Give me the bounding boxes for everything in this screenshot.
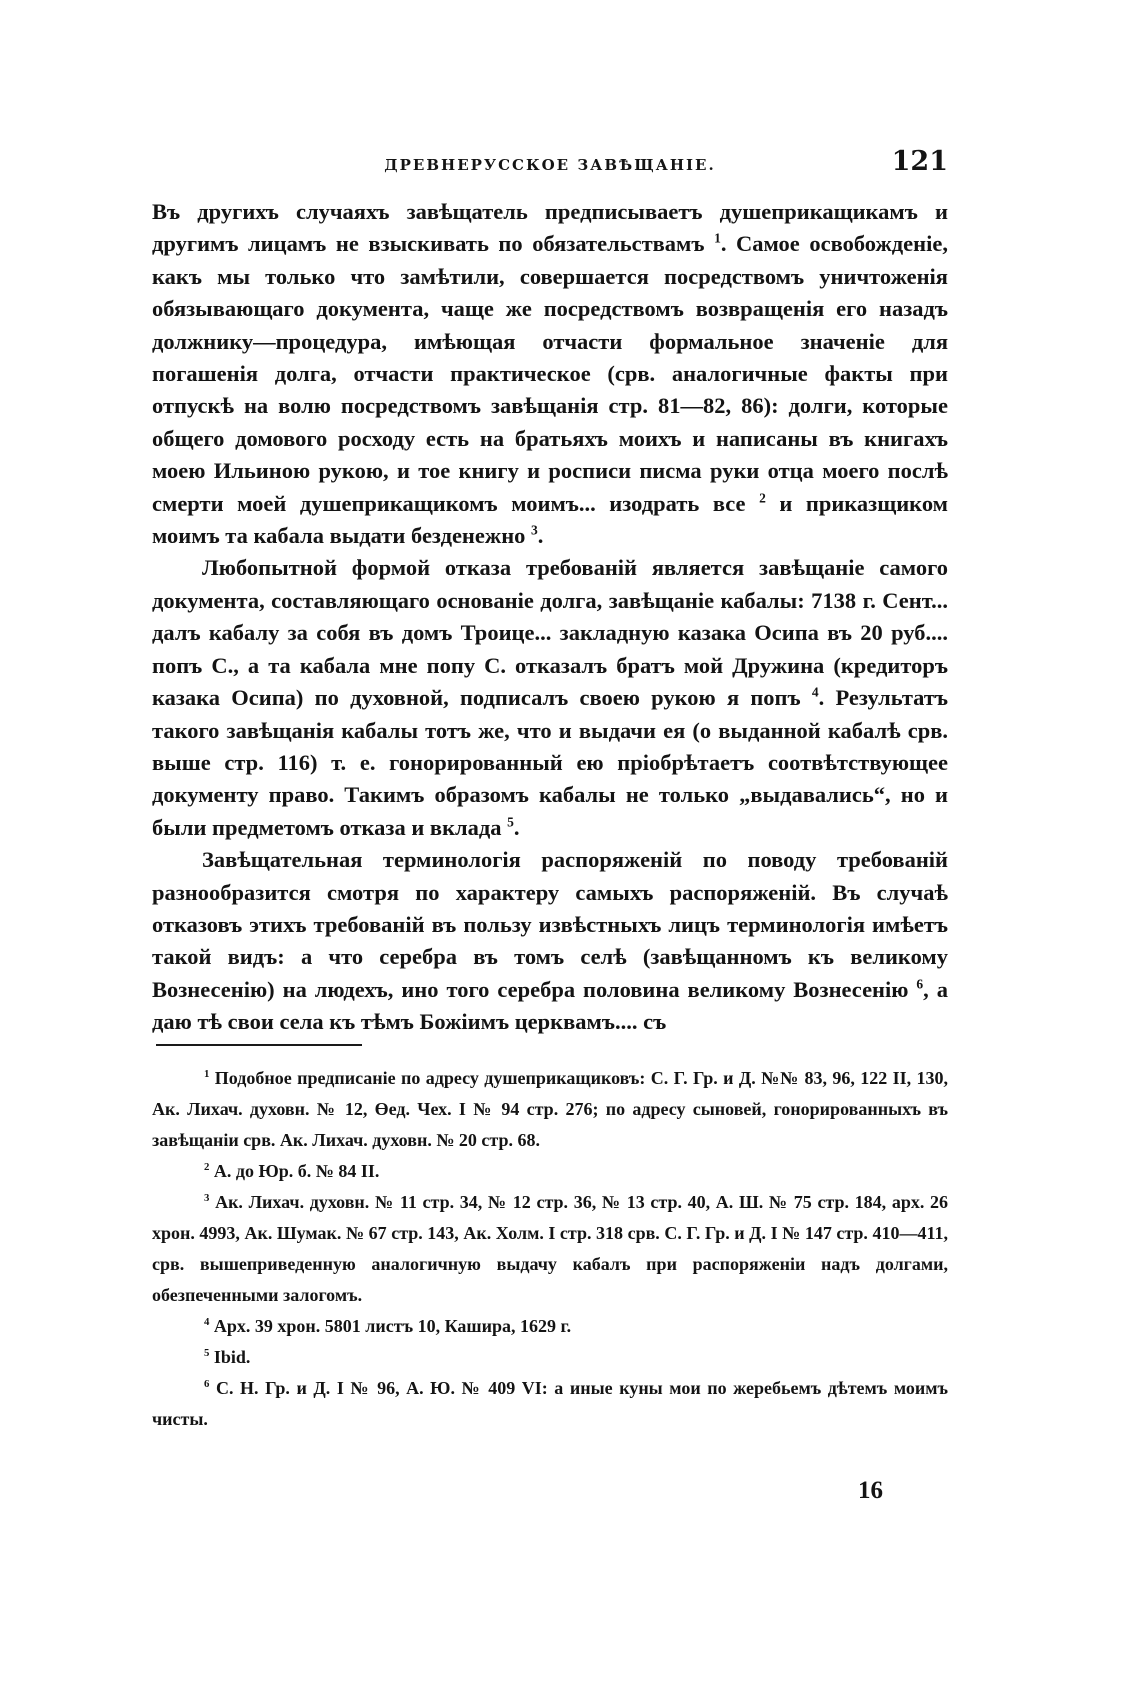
footnote — [152, 1311, 948, 1342]
running-title: ДРЕВНЕРУССКОЕ ЗАВѢЩАНІЕ. — [384, 156, 716, 174]
footnote — [152, 1187, 948, 1311]
text-run: . Результатъ такого завѣщанія кабалы тотъ же, что и выдачи ея (о выданной кабалѣ срв. выше стр. 116) т. е. гонорированный ею пріобрѣтаетъ соотвѣтствующее документу право. Такимъ образомъ кабалы не только „выдавались“, но и были предметомъ отказа и вклада — [152, 685, 948, 840]
footnote-text: Арх. 39 хрон. 5801 листъ 10, Кашира, 1629 г. — [209, 1316, 572, 1336]
text-run: Завѣщательная терминологія распоряженій по поводу требованій разнообразится смотря по характеру самыхъ распоряженій. Въ случаѣ отказовъ этихъ требованій въ пользу извѣстныхъ лицъ терминологія имѣетъ такой видъ: а что серебра въ томъ селѣ (завѣщанномъ къ великому Вознесенію) на людехъ, ино того серебра половина великому Вознесенію — [152, 847, 948, 1002]
footnote-ref: 6 — [916, 976, 924, 992]
footnote-divider — [156, 1044, 362, 1046]
footnote-text: С. Н. Гр. и Д. I № 96, А. Ю. № 409 VI: а иные куны мои по жеребьемъ дѣтемъ моимъ чисты. — [152, 1378, 948, 1429]
footnote-text: Ibid. — [209, 1347, 251, 1367]
page-number: 121 — [891, 146, 948, 177]
text-run: , а даю тѣ свои села къ тѣмъ Божіимъ церквамъ.... съ — [152, 976, 948, 1035]
main-text — [152, 196, 948, 1039]
running-head — [152, 146, 948, 180]
footnote — [152, 1373, 948, 1435]
footnote-ref: 4 — [811, 684, 819, 700]
footnote-mark: 1 — [204, 1068, 210, 1080]
footnote-text: А. до Юр. б. № 84 II. — [209, 1161, 380, 1181]
signature-mark: 16 — [858, 1477, 883, 1504]
text-run: . — [537, 523, 544, 549]
paragraph — [152, 196, 948, 552]
footnote — [152, 1342, 948, 1373]
paragraph — [152, 552, 948, 844]
footnote — [152, 1063, 948, 1156]
footnote-text: Подобное предписаніе по адресу душеприкащиковъ: С. Г. Гр. и Д. №№ 83, 96, 122 II, 130, Ак. Лихач. духовн. № 12, Өед. Чех. I № 94 стр. 276; по адресу сыновей, гонорированныхъ въ завѣщаніи срв. Ак. Лихач. духовн. № 20 стр. 68. — [152, 1068, 948, 1150]
footnote-ref: 2 — [759, 490, 766, 506]
paragraph — [152, 844, 948, 1038]
footnote-ref: 5 — [507, 814, 514, 830]
text-run: . Самое освобожденіе, какъ мы только что замѣтили, совершается посредствомъ уничтоженія обязывающаго документа, чаще же посредствомъ возвращенія его назадъ должнику—процедура, имѣющая отчасти формальное значеніе для погашенія долга, отчасти практическое (срв. аналогичные факты при отпускѣ на волю посредствомъ завѣщанія стр. 81—82, 86): долги, которые общего домового росходу есть на братьяхъ моихъ и написаны въ книгахъ моею Ильиною рукою, и тое книгу и росписи писма руки отца моего послѣ смерти моей душеприкащикомъ моимъ... изодрать все — [152, 231, 948, 516]
text-run: и приказщиком моимъ та кабала выдати безденежно — [152, 490, 948, 549]
footnotes — [152, 1063, 948, 1435]
footnote-mark: 6 — [204, 1378, 210, 1390]
text-run: Любопытной формой отказа требованій является завѣщаніе самого документа, составляющаго основаніе долга, завѣщаніе кабалы: 7138 г. Сент... далъ кабалу за собя въ домъ Троице... закладную казака Осипа въ 20 руб.... попъ С., а та кабала мне попу С. отказалъ братъ мой Дружина (кредиторъ казака Осипа) по духовной, подписалъ своею рукою я попъ — [152, 555, 948, 711]
footnote-mark: 4 — [204, 1316, 210, 1328]
footnote-mark: 3 — [204, 1192, 210, 1204]
footnote-ref: 1 — [714, 230, 721, 246]
footnote-mark: 2 — [204, 1161, 210, 1173]
footnote-mark: 5 — [204, 1347, 210, 1359]
footnote-ref: 3 — [531, 522, 538, 538]
text-run: Въ другихъ случаяхъ завѣщатель предписываетъ душеприкащикамъ и другимъ лицамъ не взыскивать по обязательствамъ — [152, 199, 948, 257]
footnote-text: Ак. Лихач. духовн. № 11 стр. 34, № 12 стр. 36, № 13 стр. 40, А. Ш. № 75 стр. 184, арх. 26 хрон. 4993, Ак. Шумак. № 67 стр. 143, Ак. Холм. I стр. 318 срв. С. Г. Гр. и Д. I № 147 стр. 410—411, срв. вышеприведенную аналогичную выдачу кабалъ при распоряженіи надъ долгами, обезпеченными залогомъ. — [152, 1192, 948, 1305]
text-run: . — [513, 814, 520, 840]
footnote — [152, 1156, 948, 1187]
